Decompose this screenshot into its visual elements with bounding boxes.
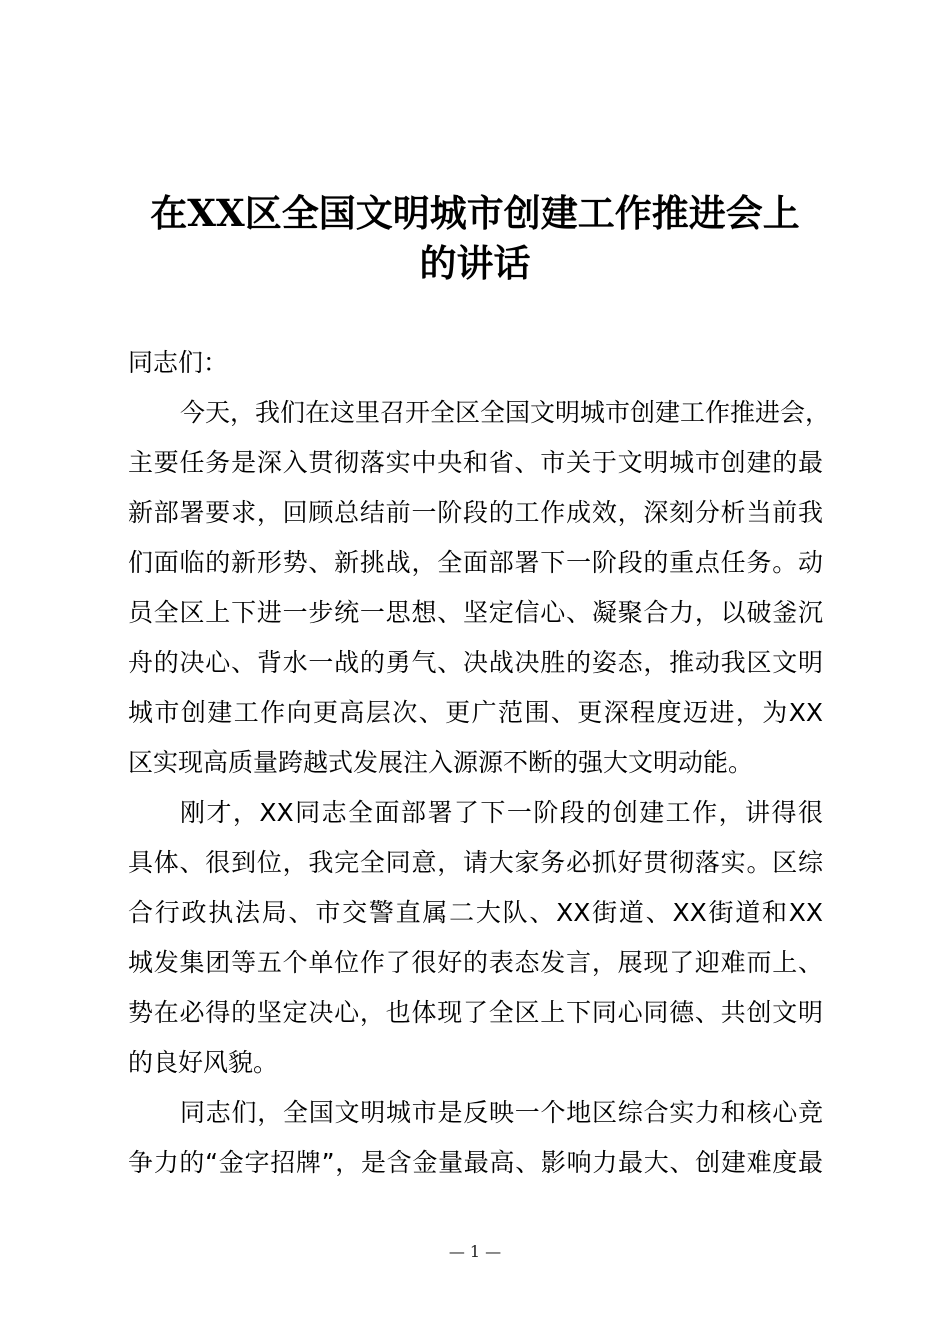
salutation: 同志们： <box>128 348 229 377</box>
paragraph-line: 员全区上下进一步统一思想、坚定信心、凝聚合力，以破釜沉 <box>128 598 823 627</box>
paragraph-line: 主要任务是深入贯彻落实中央和省、市关于文明城市创建的最 <box>128 448 823 477</box>
page-number: — 1 — <box>448 1242 502 1261</box>
paragraph-line: 今天，我们在这里召开全区全国文明城市创建工作推进会， <box>180 398 831 427</box>
paragraph <box>128 788 823 1088</box>
document-title-line-1: 在XX区全国文明城市创建工作推进会上 <box>150 191 800 235</box>
paragraph-line: 城发集团等五个单位作了很好的表态发言，展现了迎难而上、 <box>128 948 823 977</box>
paragraph-line: 区实现高质量跨越式发展注入源源不断的强大文明动能。 <box>128 748 754 777</box>
paragraph-line: 合行政执法局、市交警直属二大队、XX街道、XX街道和XX <box>128 898 823 927</box>
paragraph-line: 同志们，全国文明城市是反映一个地区综合实力和核心竞 <box>180 1098 823 1127</box>
paragraph-line: 舟的决心、背水一战的勇气、决战决胜的姿态，推动我区文明 <box>128 648 823 677</box>
paragraph <box>128 388 831 788</box>
paragraph <box>128 1088 823 1188</box>
paragraph-line: 势在必得的坚定决心，也体现了全区上下同心同德、共创文明 <box>128 998 823 1027</box>
document-title-line-2: 的讲话 <box>419 241 531 285</box>
paragraph-line: 新部署要求，回顾总结前一阶段的工作成效，深刻分析当前我 <box>128 498 823 527</box>
paragraph-line: 具体、很到位，我完全同意，请大家务必抓好贯彻落实。区综 <box>128 848 823 877</box>
paragraph-line: 的良好风貌。 <box>128 1048 279 1077</box>
paragraph-line: 争力的“金字招牌”，是含金量最高、影响力最大、创建难度最 <box>128 1148 823 1177</box>
document-body <box>128 338 831 1188</box>
paragraph-line: 城市创建工作向更高层次、更广范围、更深程度迈进，为XX <box>128 698 823 727</box>
paragraph-line: 们面临的新形势、新挑战，全面部署下一阶段的重点任务。动 <box>128 548 823 577</box>
paragraph-line: 刚才，XX同志全面部署了下一阶段的创建工作，讲得很 <box>180 798 823 827</box>
